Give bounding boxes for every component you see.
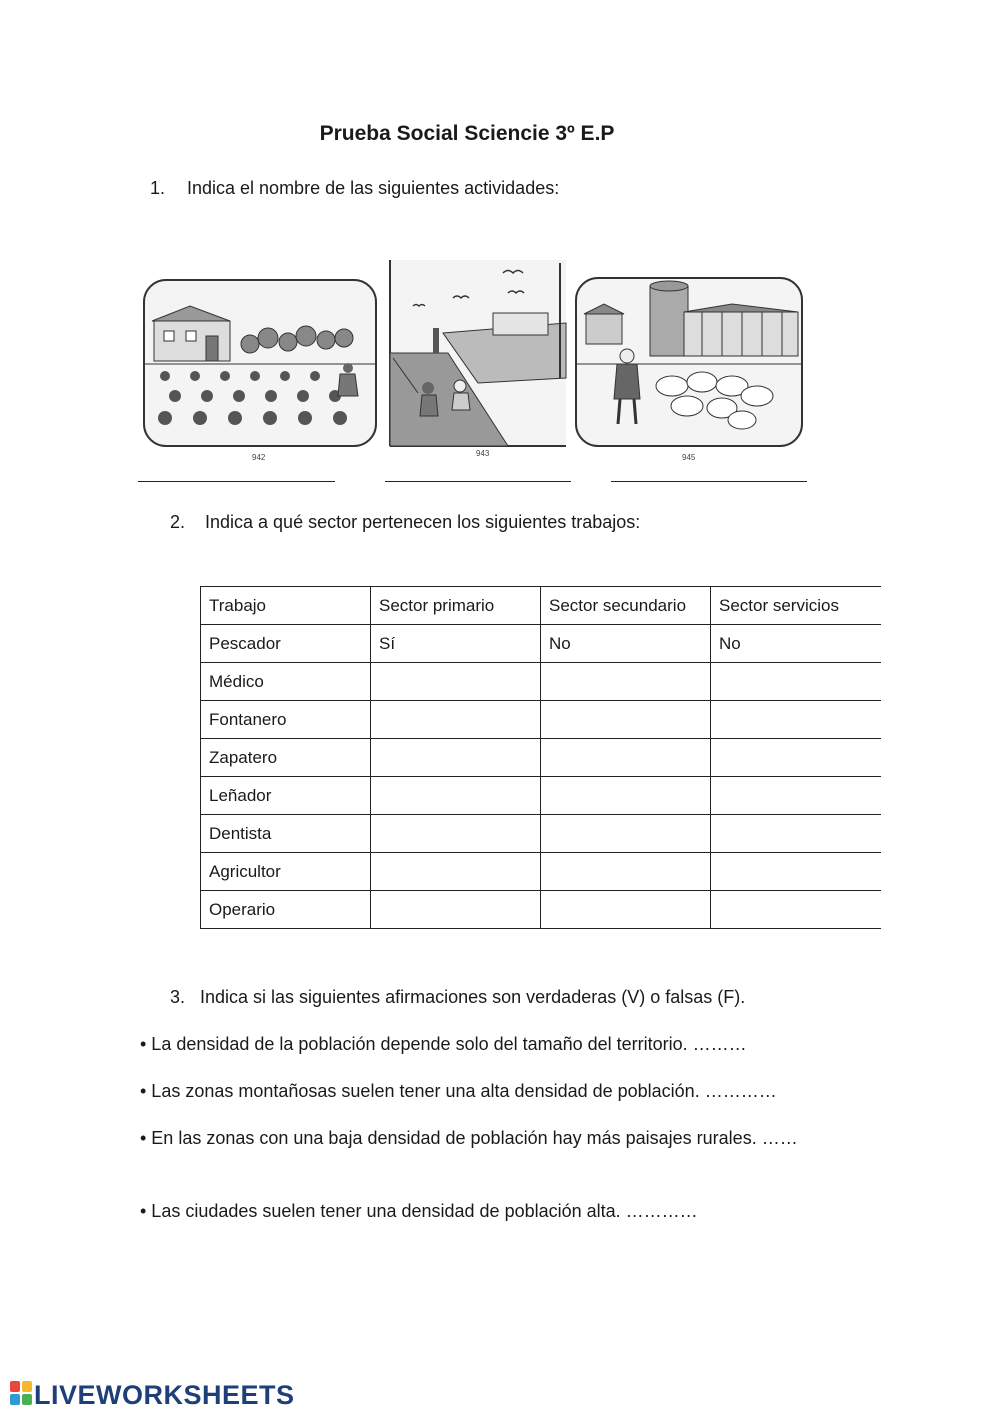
statement-3: • En las zonas con una baja densidad de población hay más paisajes rurales. …… bbox=[140, 1128, 798, 1148]
job-cell: Fontanero bbox=[201, 701, 371, 739]
question-2-number: 2. bbox=[170, 512, 186, 532]
job-cell: Dentista bbox=[201, 815, 371, 853]
job-cell: Médico bbox=[201, 663, 371, 701]
servicios-cell[interactable] bbox=[711, 815, 881, 853]
primario-cell[interactable] bbox=[371, 701, 541, 739]
sector-table bbox=[200, 586, 881, 929]
primario-cell[interactable] bbox=[371, 663, 541, 701]
question-3-text: Indica si las siguientes afirmaciones son verdaderas (V) o falsas (F). bbox=[200, 987, 746, 1007]
farm-illustration-caption: 942 bbox=[252, 453, 266, 462]
primario-cell[interactable] bbox=[371, 777, 541, 815]
primario-cell[interactable] bbox=[371, 739, 541, 777]
primario-cell[interactable] bbox=[371, 853, 541, 891]
fishing-illustration-caption: 943 bbox=[476, 449, 490, 458]
table-row bbox=[201, 739, 881, 777]
primario-cell[interactable] bbox=[371, 891, 541, 929]
servicios-cell[interactable] bbox=[711, 663, 881, 701]
job-cell: Pescador bbox=[201, 625, 371, 663]
servicios-cell[interactable] bbox=[711, 853, 881, 891]
table-header-row bbox=[201, 587, 881, 625]
job-cell: Zapatero bbox=[201, 739, 371, 777]
farm-illustration bbox=[140, 276, 380, 466]
statement-1: • La densidad de la población depende solo del tamaño del territorio. ……… bbox=[140, 1034, 747, 1054]
statement-2: • Las zonas montañosas suelen tener una alta densidad de población. ………… bbox=[140, 1081, 777, 1101]
primario-cell[interactable] bbox=[371, 815, 541, 853]
header-sector-secundario: Sector secundario bbox=[541, 587, 711, 625]
secundario-cell[interactable] bbox=[541, 815, 711, 853]
page-title: Prueba Social Sciencie 3º E.P bbox=[319, 122, 615, 145]
question-2-text: Indica a qué sector pertenecen los siguientes trabajos: bbox=[205, 512, 641, 532]
servicios-cell[interactable] bbox=[711, 777, 881, 815]
liveworksheets-brand bbox=[10, 1380, 295, 1412]
fishing-illustration bbox=[388, 258, 568, 463]
secundario-cell[interactable] bbox=[541, 701, 711, 739]
table-row bbox=[201, 777, 881, 815]
liveworksheets-logo-icon bbox=[10, 1381, 32, 1412]
table-row bbox=[201, 701, 881, 739]
question-1-number: 1. bbox=[150, 178, 166, 198]
job-cell: Agricultor bbox=[201, 853, 371, 891]
secundario-cell[interactable] bbox=[541, 663, 711, 701]
primario-cell: Sí bbox=[371, 625, 541, 663]
question-1 bbox=[150, 178, 559, 199]
table-row bbox=[201, 625, 881, 663]
table-row bbox=[201, 815, 881, 853]
servicios-cell[interactable] bbox=[711, 701, 881, 739]
question-3-number: 3. bbox=[170, 987, 186, 1007]
header-sector-servicios: Sector servicios bbox=[711, 587, 881, 625]
table-row bbox=[201, 663, 881, 701]
answer-line-3[interactable] bbox=[611, 481, 807, 482]
brand-text: LIVEWORKSHEETS bbox=[34, 1380, 295, 1410]
secundario-cell[interactable] bbox=[541, 853, 711, 891]
job-cell: Operario bbox=[201, 891, 371, 929]
header-sector-primario: Sector primario bbox=[371, 587, 541, 625]
livestock-illustration bbox=[572, 274, 807, 466]
secundario-cell[interactable] bbox=[541, 739, 711, 777]
secundario-cell[interactable] bbox=[541, 777, 711, 815]
question-2 bbox=[170, 512, 640, 533]
table-row bbox=[201, 891, 881, 929]
question-3 bbox=[170, 987, 745, 1008]
servicios-cell: No bbox=[711, 625, 881, 663]
header-trabajo: Trabajo bbox=[201, 587, 371, 625]
secundario-cell: No bbox=[541, 625, 711, 663]
servicios-cell[interactable] bbox=[711, 739, 881, 777]
secundario-cell[interactable] bbox=[541, 891, 711, 929]
job-cell: Leñador bbox=[201, 777, 371, 815]
table-row bbox=[201, 853, 881, 891]
statement-4: • Las ciudades suelen tener una densidad de población alta. ………… bbox=[140, 1201, 698, 1221]
answer-line-1[interactable] bbox=[138, 481, 335, 482]
servicios-cell[interactable] bbox=[711, 891, 881, 929]
answer-line-2[interactable] bbox=[385, 481, 571, 482]
question-1-text: Indica el nombre de las siguientes actividades: bbox=[187, 178, 560, 198]
livestock-illustration-caption: 945 bbox=[682, 453, 696, 462]
